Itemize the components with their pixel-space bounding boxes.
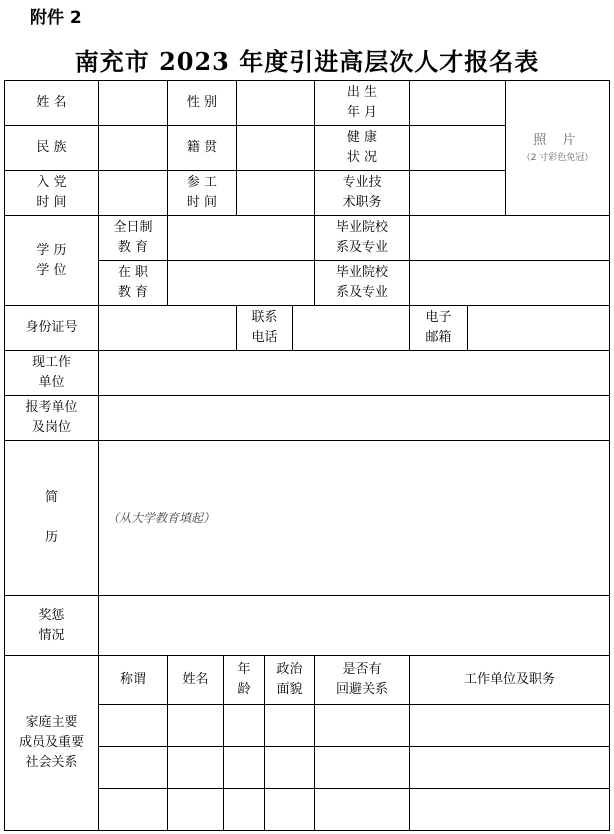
phone-label: 联系 电话 [236, 305, 293, 351]
family-cell[interactable] [98, 788, 168, 831]
health-label: 健 康 状 况 [314, 125, 410, 171]
work-start-field[interactable] [236, 170, 315, 216]
party-date-label: 入 党 时 间 [4, 170, 99, 216]
work-start-label: 参 工 时 间 [167, 170, 237, 216]
photo-note: （2 寸彩色免冠） [521, 153, 594, 163]
native-place-label: 籍 贯 [167, 125, 237, 171]
family-cell[interactable] [98, 704, 168, 747]
resume-label: 简 历 [4, 440, 99, 596]
resume-field[interactable] [98, 440, 610, 596]
native-place-field[interactable] [236, 125, 315, 171]
email-label: 电子 邮箱 [409, 305, 468, 351]
family-header-age: 年 龄 [223, 655, 265, 705]
id-number-field[interactable] [98, 305, 237, 351]
family-header-relation: 称谓 [98, 655, 168, 705]
current-unit-label: 现工作 单位 [4, 350, 99, 396]
phone-field[interactable] [292, 305, 410, 351]
fulltime-education-label: 全日制 教 育 [98, 215, 168, 261]
gender-label: 性 别 [167, 80, 237, 126]
photo-box[interactable] [505, 80, 610, 216]
birth-field[interactable] [409, 80, 506, 126]
family-cell[interactable] [314, 746, 410, 789]
family-cell[interactable] [167, 704, 224, 747]
family-cell[interactable] [409, 746, 610, 789]
education-label: 学 历 学 位 [4, 215, 99, 306]
family-cell[interactable] [223, 788, 265, 831]
family-label: 家庭主要 成员及重要 社会关系 [4, 655, 99, 831]
family-header-name: 姓名 [167, 655, 224, 705]
professional-title-field[interactable] [409, 170, 506, 216]
inservice-school-field[interactable] [409, 260, 610, 306]
fulltime-education-field[interactable] [167, 215, 315, 261]
inservice-school-label: 毕业院校 系及专业 [314, 260, 410, 306]
family-cell[interactable] [409, 788, 610, 831]
ethnicity-label: 民 族 [4, 125, 99, 171]
family-cell[interactable] [167, 788, 224, 831]
family-cell[interactable] [223, 746, 265, 789]
family-cell[interactable] [98, 746, 168, 789]
family-cell[interactable] [409, 704, 610, 747]
family-cell[interactable] [264, 788, 315, 831]
fulltime-school-label: 毕业院校 系及专业 [314, 215, 410, 261]
family-cell[interactable] [264, 704, 315, 747]
health-field[interactable] [409, 125, 506, 171]
family-cell[interactable] [167, 746, 224, 789]
family-cell[interactable] [264, 746, 315, 789]
family-cell[interactable] [223, 704, 265, 747]
inservice-education-field[interactable] [167, 260, 315, 306]
party-date-field[interactable] [98, 170, 168, 216]
resume-hint: （从大学教育填起） [107, 511, 216, 525]
apply-unit-label: 报考单位 及岗位 [4, 395, 99, 441]
inservice-education-label: 在 职 教 育 [98, 260, 168, 306]
fulltime-school-field[interactable] [409, 215, 610, 261]
attachment-label: 附件 2 [30, 8, 82, 28]
ethnicity-field[interactable] [98, 125, 168, 171]
photo-label: 照 片 [533, 133, 582, 148]
name-label: 姓 名 [4, 80, 99, 126]
professional-title-label: 专业技 术职务 [314, 170, 410, 216]
apply-unit-field[interactable] [98, 395, 610, 441]
current-unit-field[interactable] [98, 350, 610, 396]
email-field[interactable] [467, 305, 610, 351]
birth-label: 出 生 年 月 [314, 80, 410, 126]
family-header-work: 工作单位及职务 [409, 655, 610, 705]
gender-field[interactable] [236, 80, 315, 126]
form-title: 南充市 2023 年度引进高层次人才报名表 [74, 47, 540, 76]
id-number-label: 身份证号 [4, 305, 99, 351]
name-field[interactable] [98, 80, 168, 126]
awards-field[interactable] [98, 595, 610, 656]
family-header-political: 政治 面貌 [264, 655, 315, 705]
family-header-avoidance: 是否有 回避关系 [314, 655, 410, 705]
awards-label: 奖惩 情况 [4, 595, 99, 656]
family-cell[interactable] [314, 704, 410, 747]
family-cell[interactable] [314, 788, 410, 831]
